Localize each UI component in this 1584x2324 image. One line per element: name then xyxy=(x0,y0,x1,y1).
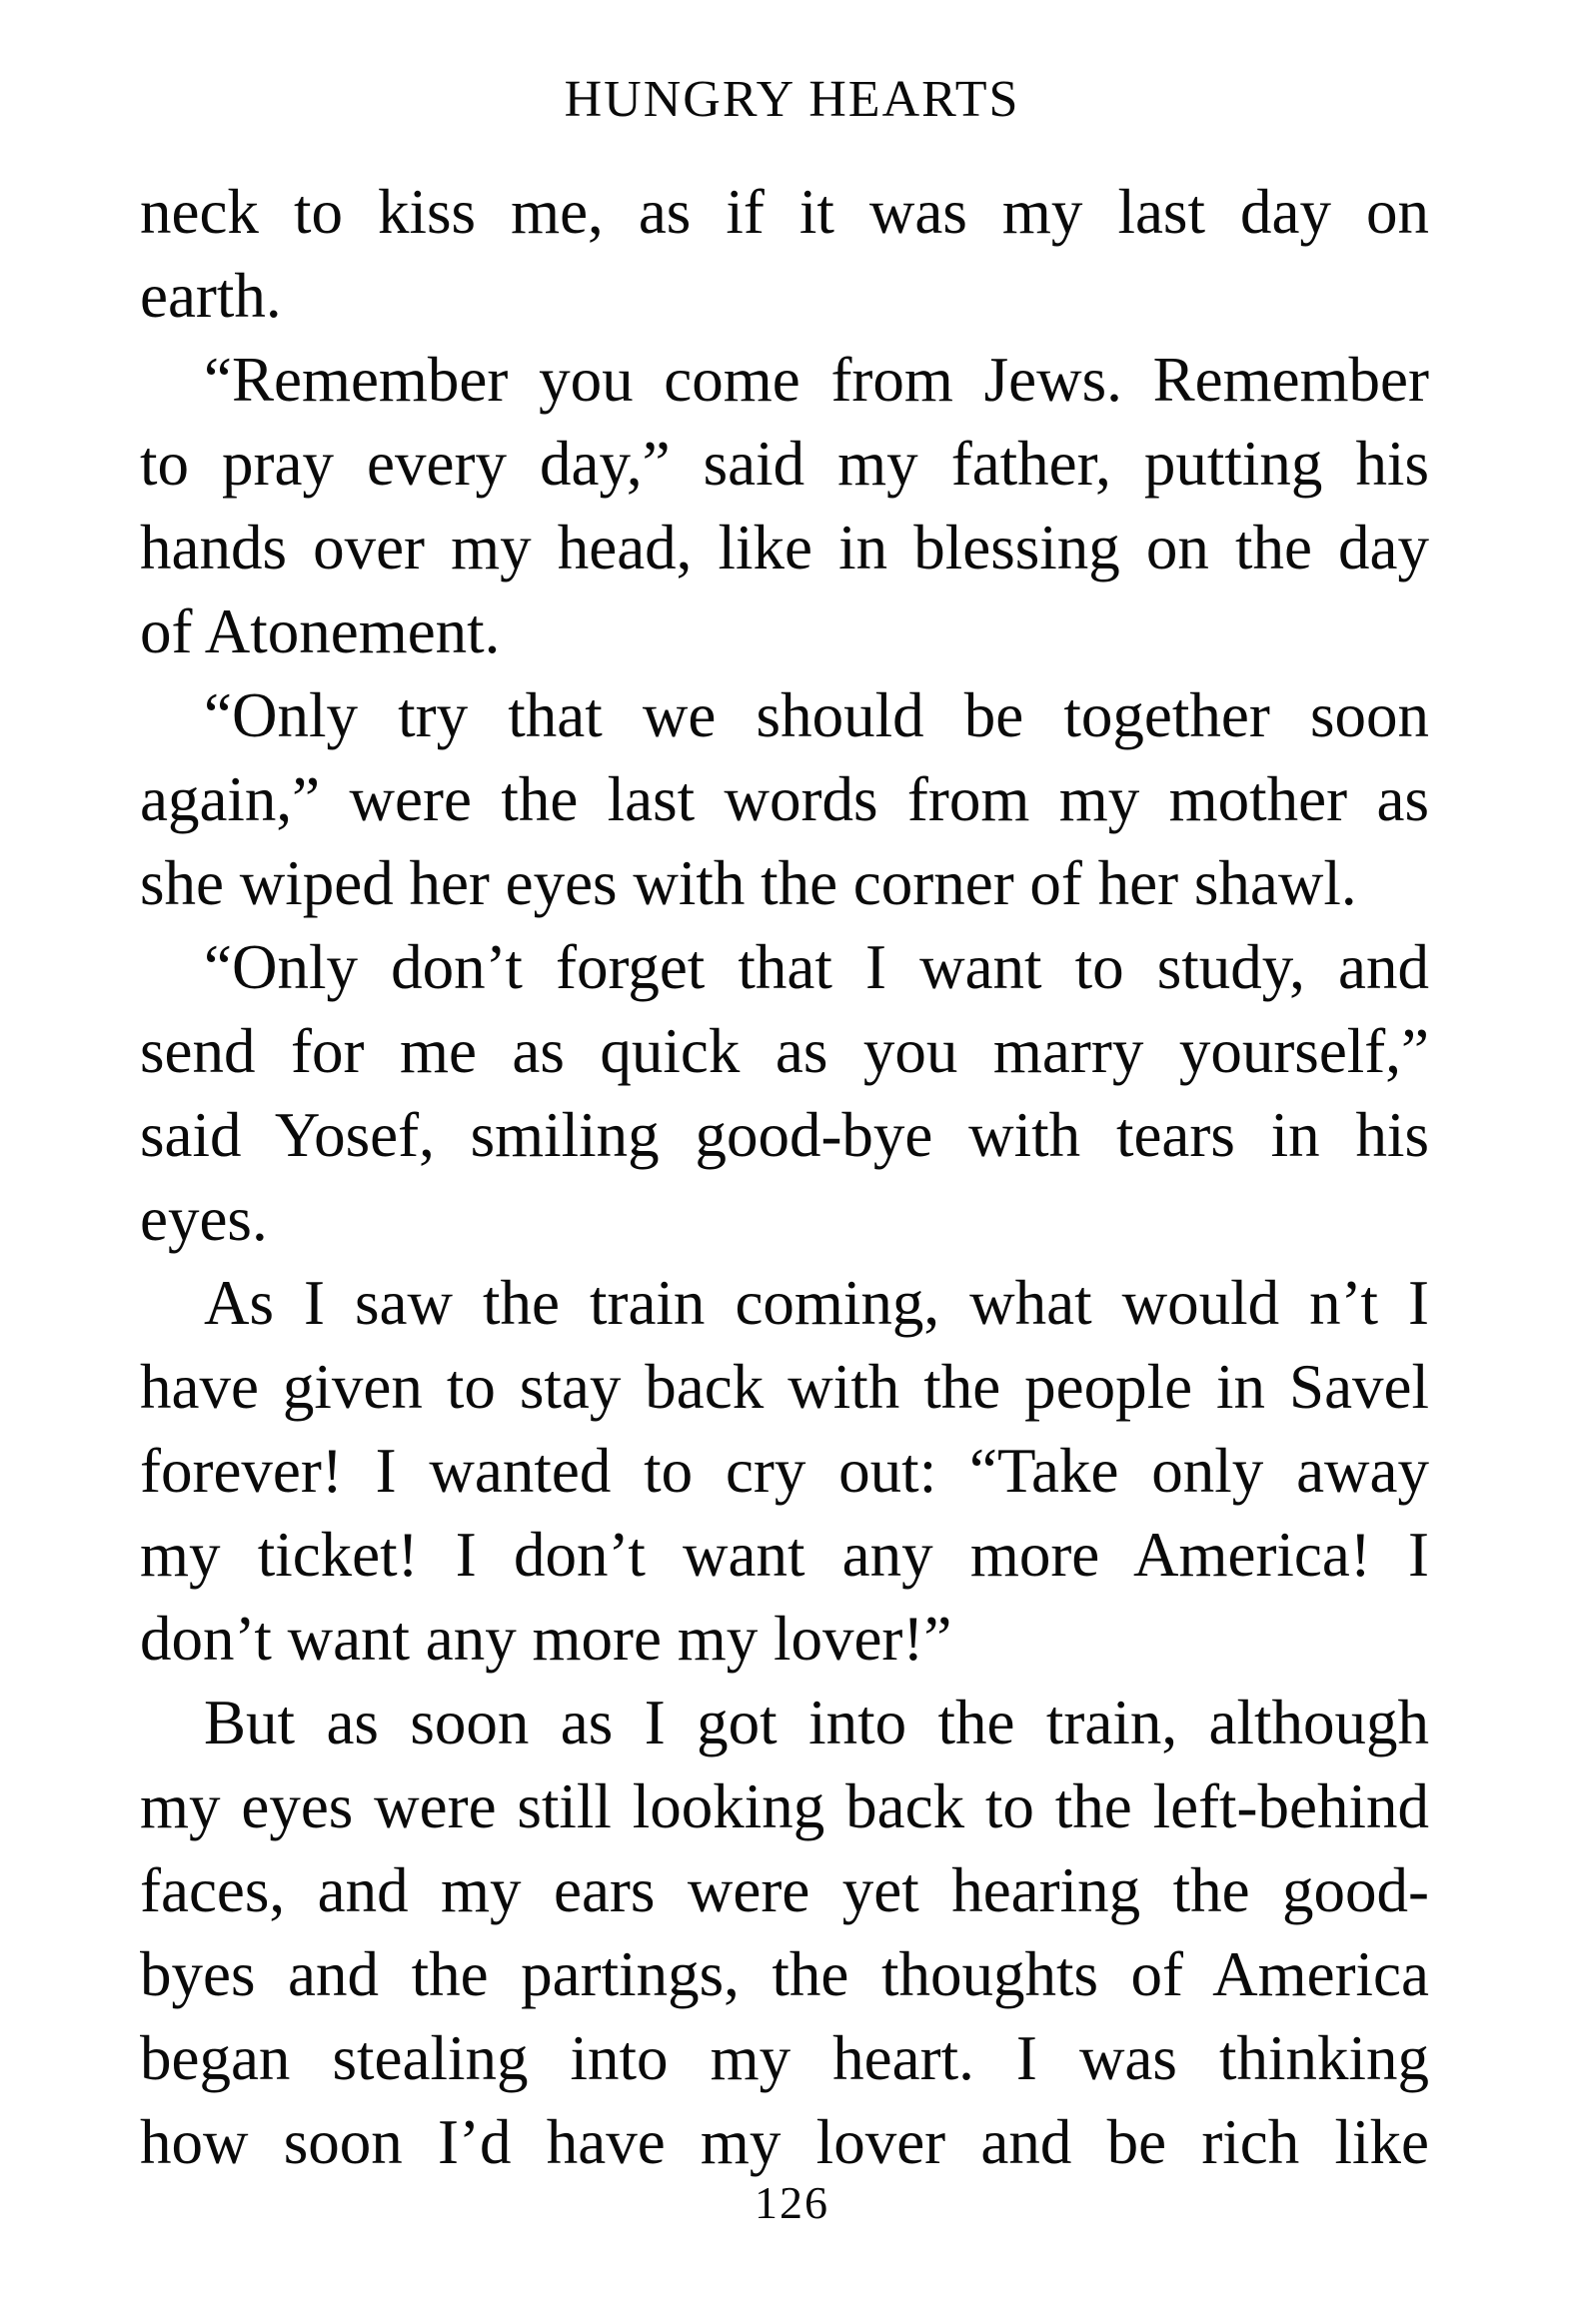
body-text xyxy=(140,170,1429,2184)
text-line: But as soon as I got into the train, although xyxy=(204,1688,1429,1757)
text-line: neck to kiss me, as if it was my last day on xyxy=(140,177,1429,247)
text-line: my eyes were still looking back to the left-behind xyxy=(140,1771,1429,1841)
text-line: “Only don’t forget that I want to study, and xyxy=(204,932,1429,1002)
text-line: don’t want any more my lover!” xyxy=(140,1604,952,1674)
text-line: forever! I wanted to cry out: “Take only away xyxy=(140,1436,1429,1506)
text-line: As I saw the train coming, what would n’t I xyxy=(204,1268,1429,1338)
text-line: of Atonement. xyxy=(140,596,501,666)
text-line: “Remember you come from Jews. Remember xyxy=(204,345,1429,415)
text-line: earth. xyxy=(140,261,282,331)
text-line: byes and the partings, the thoughts of America xyxy=(140,1939,1429,2009)
text-line: to pray every day,” said my father, putting his xyxy=(140,429,1429,499)
running-head: HUNGRY HEARTS xyxy=(564,71,1020,128)
text-line: began stealing into my heart. I was thinking xyxy=(140,2023,1429,2093)
text-line: have given to stay back with the people in Savel xyxy=(140,1352,1429,1422)
text-line: my ticket! I don’t want any more America! I xyxy=(140,1520,1429,1590)
text-line: said Yosef, smiling good-bye with tears in his xyxy=(140,1100,1429,1170)
text-line: she wiped her eyes with the corner of her shawl. xyxy=(140,848,1357,918)
text-line: how soon I’d have my lover and be rich like xyxy=(140,2107,1429,2177)
text-line: eyes. xyxy=(140,1184,268,1254)
text-line: hands over my head, like in blessing on the day xyxy=(140,513,1429,582)
text-line: “Only try that we should be together soon xyxy=(204,680,1429,750)
page-number: 126 xyxy=(755,2177,829,2228)
text-line: send for me as quick as you marry yourself,” xyxy=(140,1016,1429,1086)
text-line: faces, and my ears were yet hearing the good- xyxy=(140,1855,1429,1925)
text-line: again,” were the last words from my mother as xyxy=(140,764,1429,834)
